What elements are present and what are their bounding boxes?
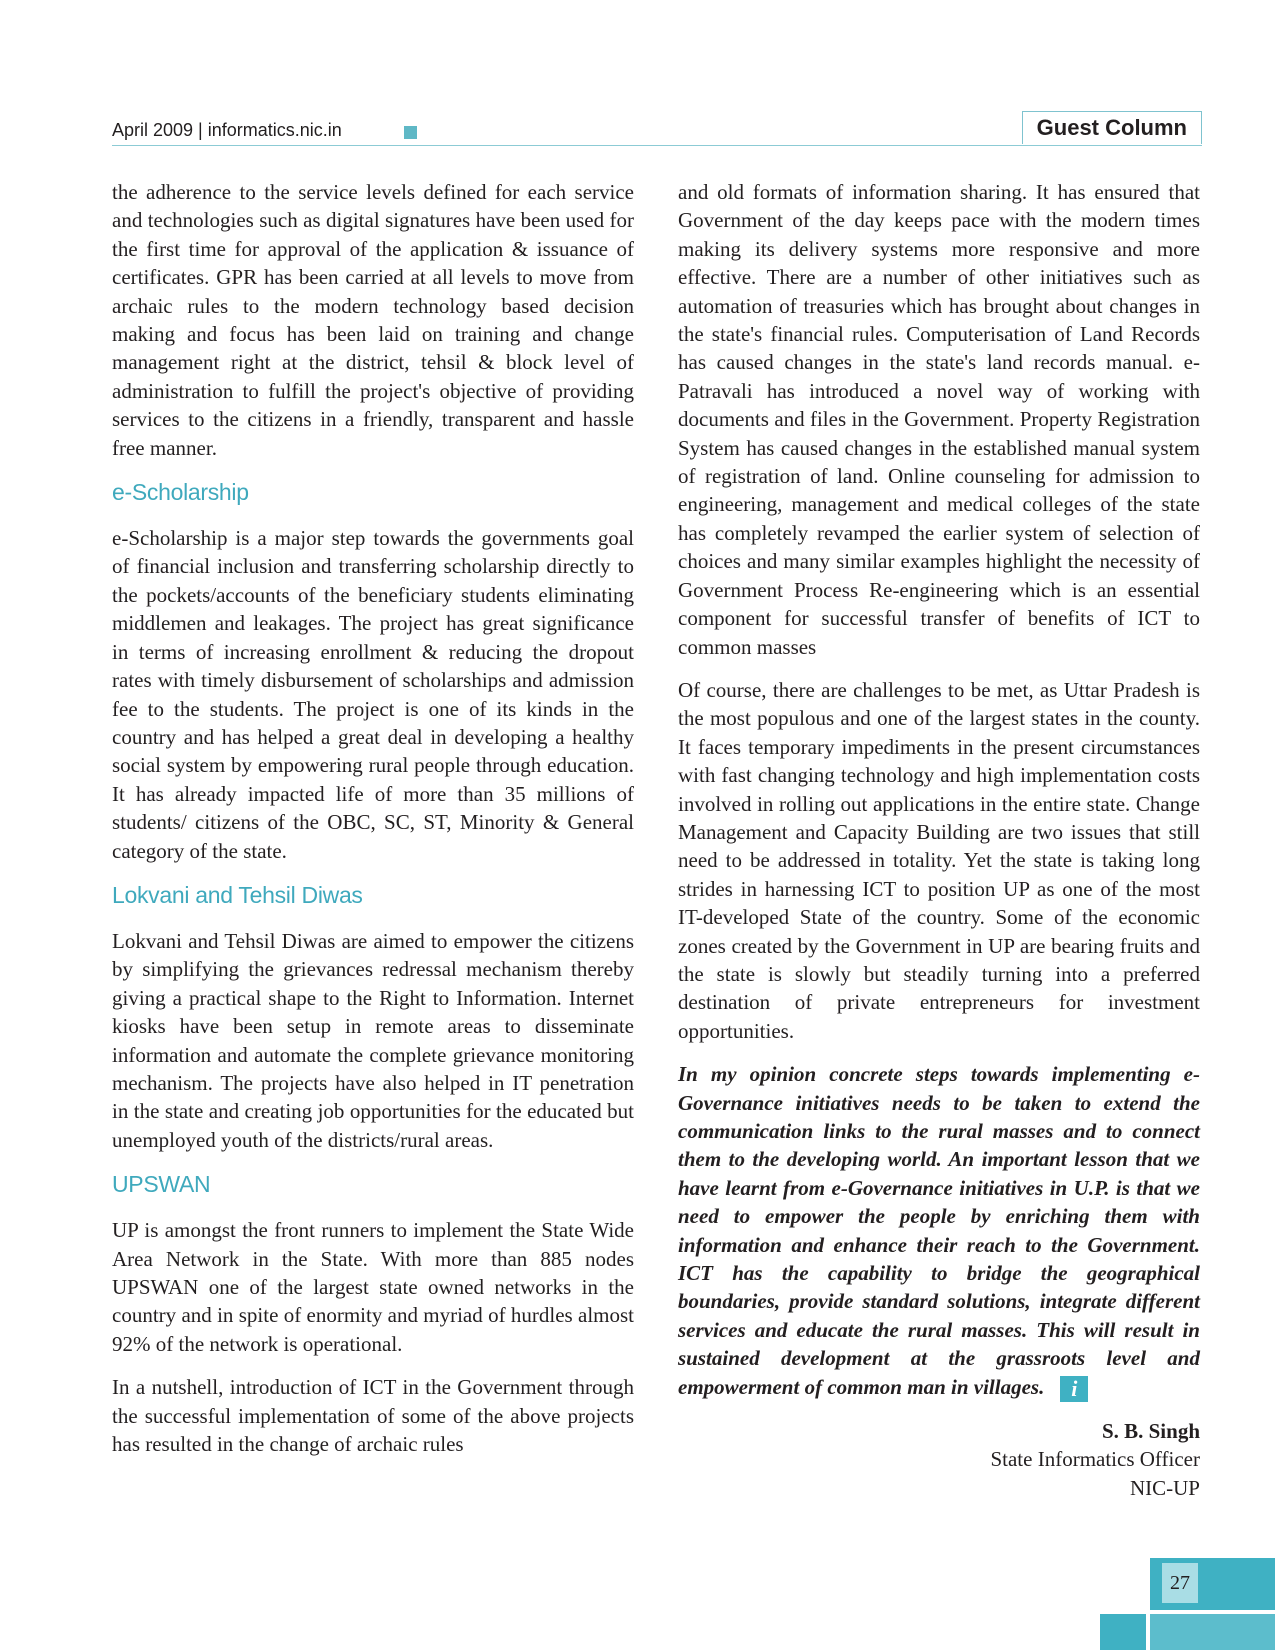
page-number: 27 xyxy=(1162,1563,1198,1603)
right-column xyxy=(678,178,1200,1502)
footer-block xyxy=(1100,1614,1146,1650)
info-icon: i xyxy=(1060,1376,1088,1402)
opinion-text: In my opinion concrete steps towards implementing e-Governance initiatives needs to be taken to extend the communication links to the rural masses and to connect them to the developing world. An important lesson that we have learnt from e-Governance initiatives in U.P. is that we need to empower the people by enriching them with information and enhance their reach to the Government. ICT has the capability to bridge the geographical boundaries, provide standard solutions, integrate different services and educate the rural masses. This will result in sustained development at the grassroots level and empowerment of common man in villages. xyxy=(678,1062,1200,1399)
paragraph: Of course, there are challenges to be met, as Uttar Pradesh is the most populous and one of the largest states in the county. It faces temporary impediments in the present circumstances with fast changing technology and high implementation costs involved in rolling out applications in the entire state. Change Management and Capacity Building are two issues that still need to be addressed in totality. Yet the state is taking long strides in harnessing ICT to position UP as one of the most IT-developed State of the country. Some of the economic zones created by the Government in UP are bearing fruits and the state is slowly but steadily turning into a preferred destination of private entrepreneurs for investment opportunities. xyxy=(678,677,1200,1043)
paragraph: and old formats of information sharing. It has ensured that Government of the day keeps pace with the modern times making its delivery systems more responsive and more effective. There are a number of other initiatives such as automation of treasuries which has brought about changes in the state's financial rules. Computerisation of Land Records has caused changes in the state's land records manual. e-Patravali has introduced a novel way of working with documents and files in the Government. Property Registration System has caused changes in the established manual system of registration of land. Online counseling for admission to engineering, management and medical colleges of the state has completely revamped the earlier system of selection of choices and many similar examples highlight the necessity of Government Process Re-engineering which is an essential component for successful transfer of benefits of ICT to common masses xyxy=(678,180,1200,659)
left-column xyxy=(112,178,634,1473)
page-header xyxy=(112,108,1202,148)
header-rule xyxy=(112,145,1202,146)
paragraph: UP is amongst the front runners to implement the State Wide Area Network in the State. With more than 885 nodes UPSWAN one of the largest state owned networks in the country and in spite of enormity and myriad of hurdles almost 92% of the network is operational. xyxy=(112,1218,634,1356)
author-title: State Informatics Officer xyxy=(990,1447,1200,1472)
section-tag: Guest Column xyxy=(1022,111,1202,144)
author-signature xyxy=(678,1417,1200,1502)
paragraph: e-Scholarship is a major step towards the governments goal of financial inclusion and transferring scholarship directly to the pockets/accounts of the beneficiary students eliminating middlemen and leakages. The project has great significance in terms of increasing enrollment & reducing the dropout rates with timely disbursement of scholarships and admission fee to the students. The project is one of its kinds in the country and has helped a great deal in developing a healthy social system by empowering rural people through education. It has already impacted life of more than 35 millions of students/ citizens of the OBC, SC, ST, Minority & General category of the state. xyxy=(112,526,634,863)
issue-date-site: April 2009 | informatics.nic.in xyxy=(112,120,342,140)
heading-e-scholarship: e-Scholarship xyxy=(112,479,249,506)
author-org: NIC-UP xyxy=(1129,1475,1200,1500)
header-square-marker xyxy=(404,126,417,139)
paragraph: the adherence to the service levels defined for each service and technologies such as digital signatures have been used for the first time for approval of the application & issuance of certificates. GPR has been carried at all levels to move from archaic rules to the modern technology based decision making and focus has been laid on training and change management right at the district, tehsil & block level of administration to fulfill the project's objective of providing services to the citizens in a friendly, transparent and hassle free manner. xyxy=(112,180,634,460)
opinion-paragraph xyxy=(678,1060,1200,1402)
heading-upswan: UPSWAN xyxy=(112,1171,211,1198)
paragraph: Lokvani and Tehsil Diwas are aimed to empower the citizens by simplifying the grievances redressal mechanism thereby giving a practical shape to the Right to Information. Internet kiosks have been setup in remote areas to disseminate information and automate the complete grievance monitoring mechanism. The projects have also helped in IT penetration in the state and creating job opportunities for the educated but unemployed youth of the districts/rural areas. xyxy=(112,928,634,1152)
paragraph: In a nutshell, introduction of ICT in the Government through the successful implementation of some of the above projects has resulted in the change of archaic rules xyxy=(112,1375,634,1457)
footer-block xyxy=(1150,1614,1275,1650)
heading-lokvani: Lokvani and Tehsil Diwas xyxy=(112,881,363,908)
author-name: S. B. Singh xyxy=(1101,1418,1200,1443)
